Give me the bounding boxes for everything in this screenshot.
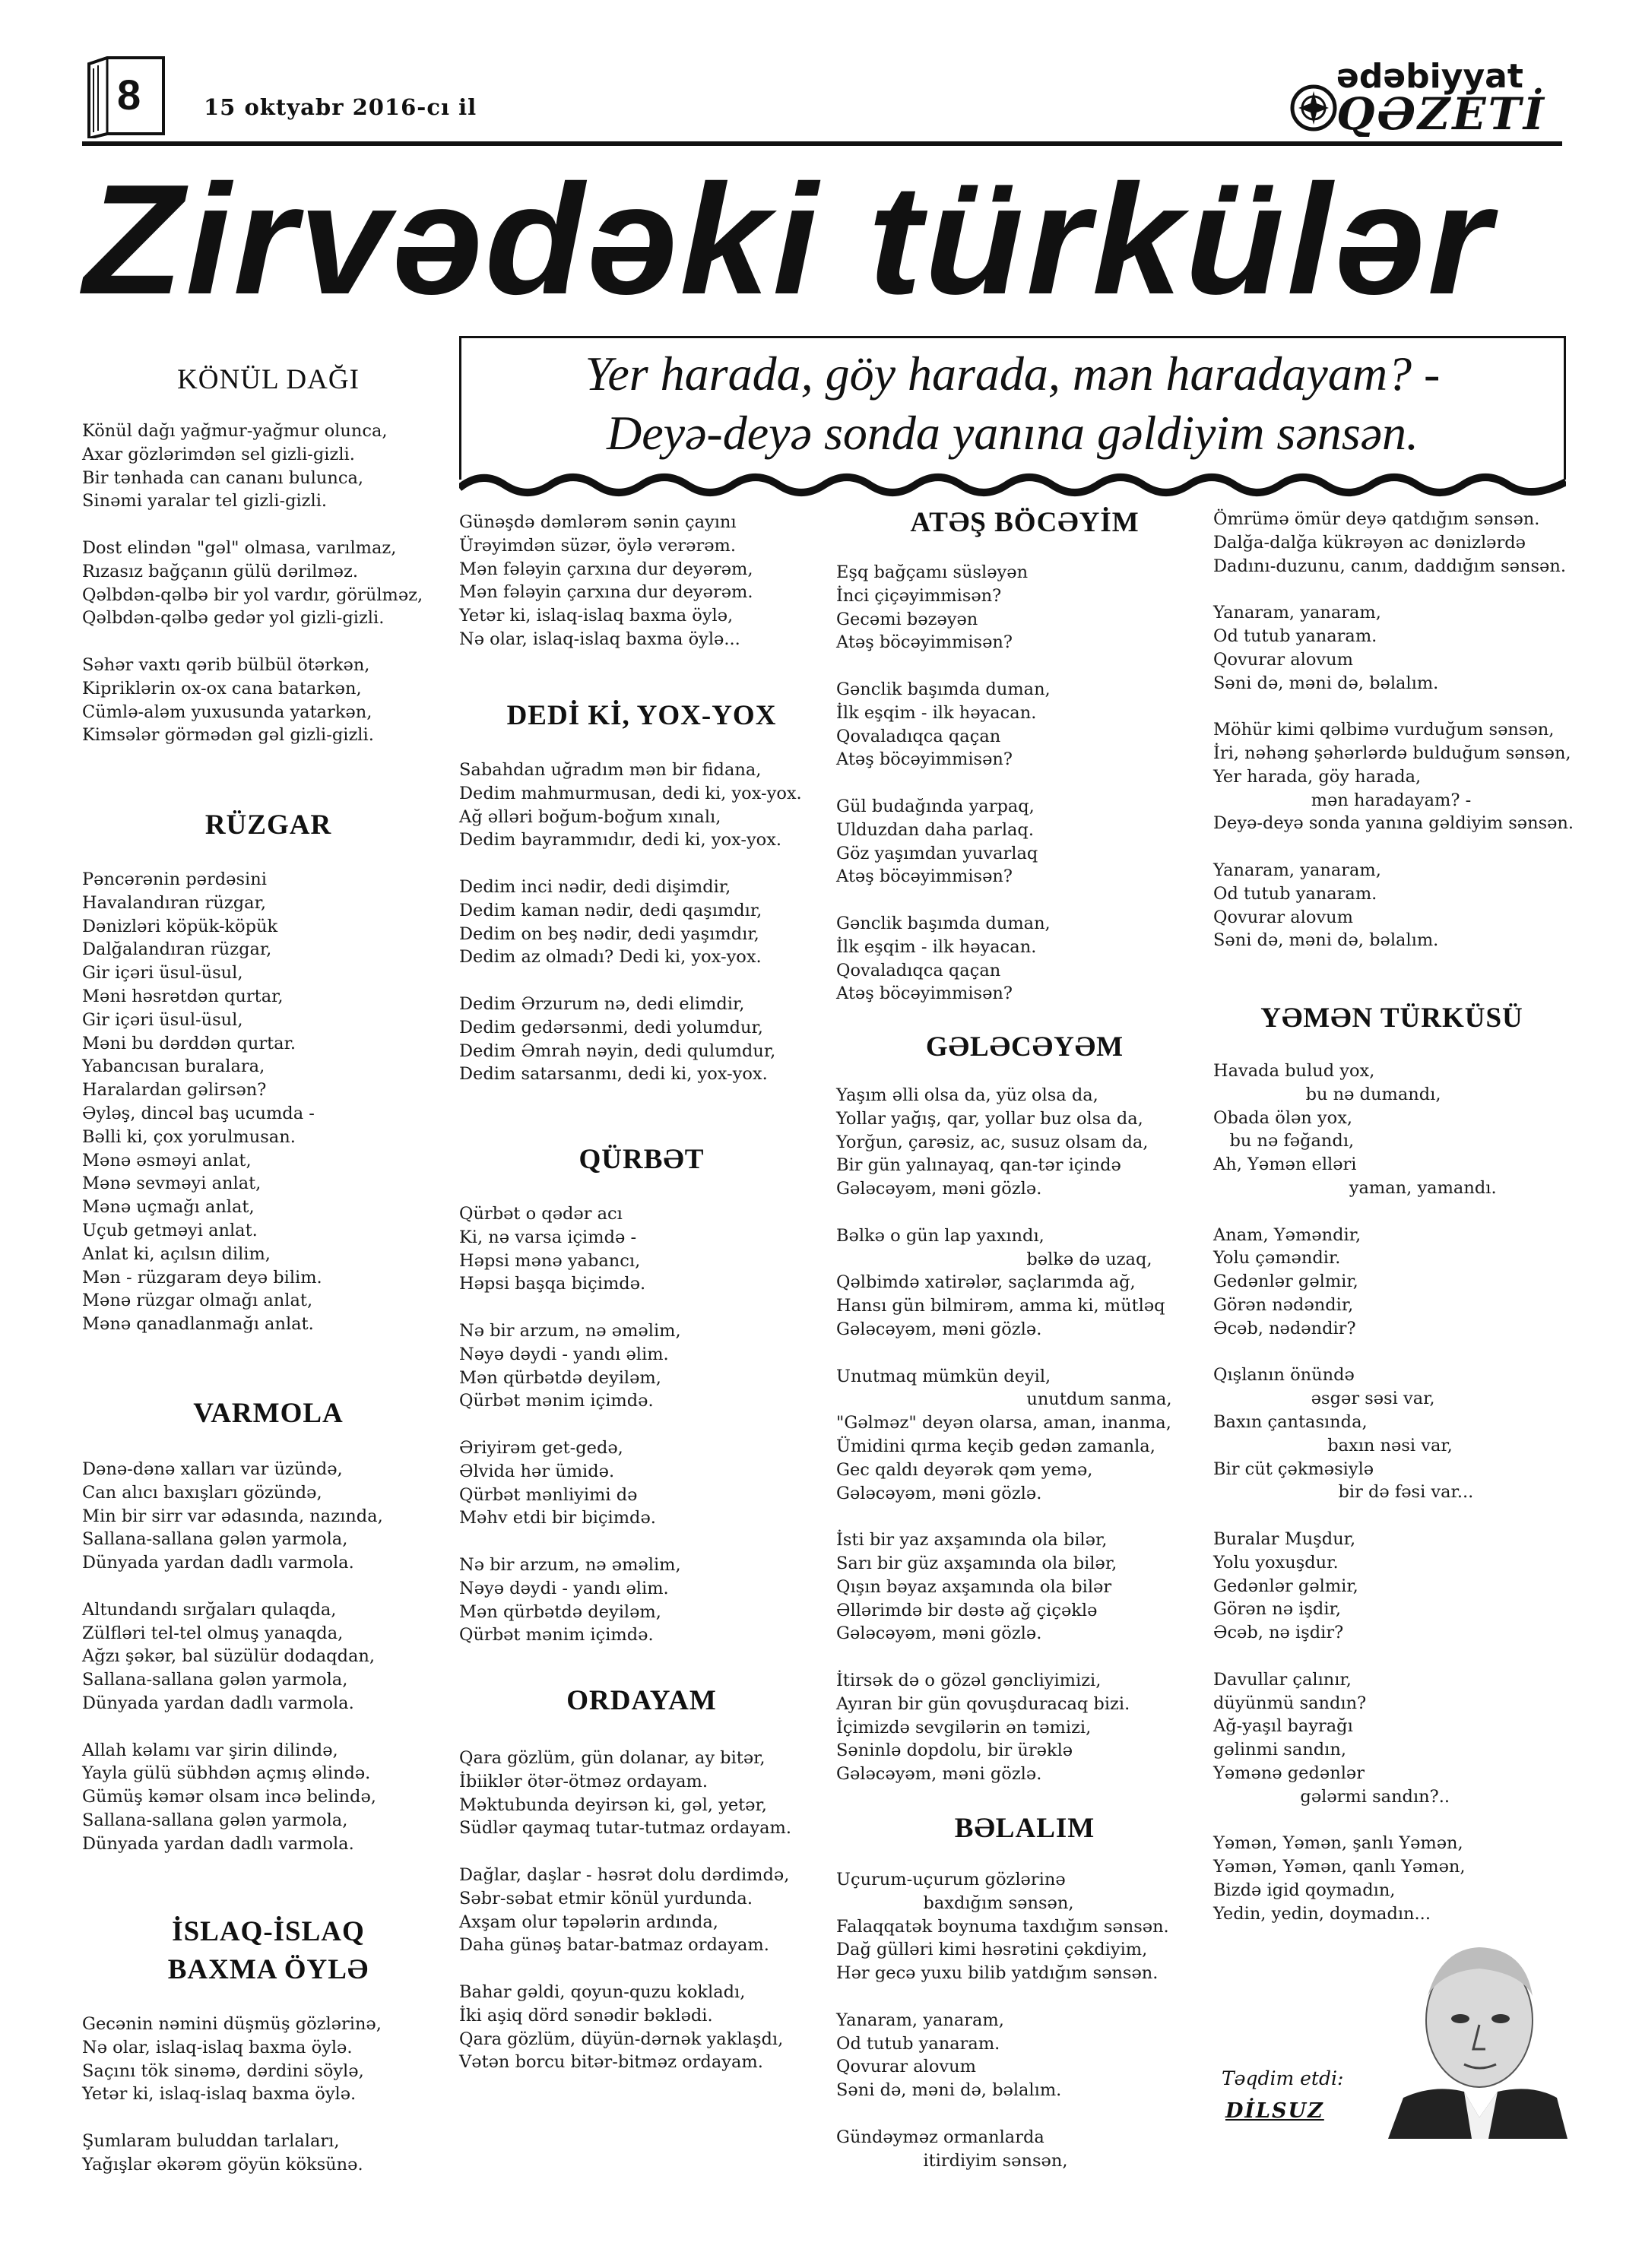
epigraph-wave-border — [459, 465, 1566, 497]
poem-title-ates-bocayim: ATƏŞ BÖCƏYİM — [910, 507, 1140, 538]
page-number: 8 — [117, 71, 141, 119]
poem-title-belalim: BƏLALIM — [954, 1813, 1095, 1844]
poem-islaq-continuation: Günəşdə dəmlərəm sənin çayını Ürəyimdən süzər, öylə verərəm. Mən fələyin çarxına dur deyərəm, Mən fələyin çarxına dur deyərəm. Yetər ki, islaq-islaq baxma öylə, Nə olar, islaq-islaq baxma öylə... — [459, 512, 753, 649]
author-portrait — [1388, 1935, 1568, 2139]
poem-title-konul-dagi: KÖNÜL DAĞI — [177, 364, 360, 395]
masthead-rule — [82, 141, 1562, 146]
poem-ruzgar: Pəncərənin pərdəsini Havalandıran rüzgar, Dənizləri köpük-köpük Dalğalandıran rüzgar, Gir içəri üsul-üsul, Məni həsrətdən qurtar, Gir içəri üsul-üsul, Məni bu dərddən qurtar. Yabancısan buralara, Haralardan gəlirsən? Əyləş, dincəl baş ucumda - Bəlli ki, çox yorulmusan. Mənə əsməyi anlat, Mənə sevməyi anlat, Mənə uçmağı anlat, Uçub getməyi anlat. Anlat ki, açılsın dilim, Mən - rüzgaram deyə bilim. Mənə rüzgar olmağı anlat, Mənə qanadlanmağı anlat. — [82, 870, 322, 1335]
poem-yemen: Havada bulud yox, bu nə dumandı, Obada ölən yox, bu nə fəğandı, Ah, Yəmən elləri yaman, yamandı. Anam, Yəməndir, Yolu çəməndir. Gedənlər gəlmir, Görən nədəndir, Əcəb, nədəndir? Qışlanın önündə əsgər səsi var, Baxın çantasında, baxın nəsi var, Bir cüt çəkməsiylə bir də fəsi var... Buralar Muşdur, Yolu yoxuşdur. Gedənlər gəlmir, Görən nə işdir, Əcəb, nə işdir? Davullar çalınır, düyünmü sandın? Ağ-yaşıl bayrağı gəlinmi sandın, Yəmənə gedənlər gələrmi sandın?.. Yəmən, Yəmən, şanlı Yəmən, Yəmən, Yəmən, qanlı Yəmən, Bizdə igid qoymadın, Yedin, yedin, doymadın... — [1213, 1061, 1497, 1924]
poem-varmola: Dənə-dənə xalları var üzündə, Can alıcı baxışları gözündə, Min bir sirr var ədasında, nazında, Sallana-sallana gələn yarmola, Dünyada yardan dadlı varmola. Altundandı sırğaları qulaqda, Zülfləri tel-tel olmuş yanaqda, Ağzı şəkər, bal süzülür dodaqdan, Sallana-sallana gələn yarmola, Dünyada yardan dadlı varmola. Allah kəlamı var şirin dilində, Yayla gülü sübhdən açmış əlində. Gümüş kəmər olsam incə belində, Sallana-sallana gələn yarmola, Dünyada yardan dadlı varmola. — [82, 1459, 383, 1854]
poem-ordayam: Qara gözlüm, gün dolanar, ay bitər, İbiiklər ötər-ötməz ordayam. Məktubunda deyirsən ki, gəl, yetər, Südlər qaymaq tutar-tutmaz ordayam. Dağlar, daşlar - həsrət dolu dərdimdə, Səbr-səbat etmir könül yurdunda. Axşam olur təpələrin ardında, Daha günəş batar-batmaz ordayam. Bahar gəldi, qoyun-quzu kokladı, İki aşiq dörd sənədir bəklədi. Qara gözlüm, düyün-dərnək yaklaşdı, Vətən borcu bitər-bitməz ordayam. — [459, 1748, 791, 2073]
poem-title-qurbet: QÜRBƏT — [579, 1144, 705, 1175]
poem-ates-bocayim: Eşq bağçamı süsləyən İnci çiçəyimmisən? Gecəmi bəzəyən Atəş böcəyimmisən? Gənclik başımda duman, İlk eşqim - ilk həyacan. Qovaladıqca qaçan Atəş böcəyimmisən? Gül budağında yarpaq, Ulduzdan daha parlaq. Göz yaşımdan yuvarlaq Atəş böcəyimmisən? Gənclik başımda duman, İlk eşqim - ilk həyacan. Qovaladıqca qaçan Atəş böcəyimmisən? — [836, 562, 1051, 1004]
logo-text-line1: ədəbiyyat — [1336, 57, 1523, 96]
epigraph-line-1: Yer harada, göy harada, mən haradayam? - — [585, 347, 1441, 401]
newspaper-logo — [1283, 53, 1564, 137]
poem-gelecem: Yaşım əlli olsa da, yüz olsa da, Yollar yağış, qar, yollar buz olsa da, Yorğun, çarəsiz, ac, susuz olsam da, Bir gün yalınayaq, qan-tər içində Gələcəyəm, məni gözlə. Bəlkə o gün lap yaxındı, bəlkə də uzaq, Qəlbimdə xatirələr, saçlarımda ağ, Hansı gün bilmirəm, amma ki, mütləq Gələcəyəm, məni gözlə. Unutmaq mümkün deyil, unutdum sanma, "Gəlməz" deyən olarsa, aman, inanma, Ümidini qırma keçib gedən zamanla, Gec qaldı deyərək qəm yemə, Gələcəyəm, məni gözlə. İsti bir yaz axşamında ola bilər, Sarı bir güz axşamında ola bilər, Qışın bəyaz axşamında ola bilər Əllərimdə bir dəstə ağ çiçəklə Gələcəyəm, məni gözlə. İtirsək də o gözəl gəncliyimizi, Ayıran bir gün qovuşduracaq bizi. İçimizdə sevgilərin ən təmizi, Səninlə dopdolu, bir ürəklə Gələcəyəm, məni gözlə. — [836, 1085, 1172, 1785]
poem-konul-dagi: Könül dağı yağmur-yağmur olunca, Axar gözlərimdən sel gizli-gizli. Bir tənhada can cananı bulunca, Sinəmi yaralar tel gizli-gizli. Dost elindən "gəl" olmasa, varılmaz, Rızasız bağçanın gülü dərilməz. Qəlbdən-qəlbə bir yol vardır, görülməz, Qəlbdən-qəlbə gedər yol gizli-gizli. Səhər vaxtı qərib bülbül ötərkən, Kipriklərin ox-ox cana batarkən, Cümlə-aləm yuxusunda yatarkən, Kimsələr görmədən gəl gizli-gizli. — [82, 421, 423, 746]
epigraph-box — [459, 336, 1566, 480]
credit-label: Təqdim etdi: — [1222, 2067, 1344, 2089]
poem-title-gelecem: GƏLƏCƏYƏM — [925, 1031, 1124, 1063]
logo-text-line2: QƏZETİ — [1336, 88, 1546, 137]
poem-title-islaq-line2: BAXMA ÖYLƏ — [167, 1954, 369, 1985]
poem-dedi-ki: Sabahdan uğradım mən bir fidana, Dedim mahmurmusan, dedi ki, yox-yox. Ağ əlləri boğum-boğum xınalı, Dedim bayrammıdır, dedi ki, yox-yox. Dedim inci nədir, dedi dişimdir, Dedim kaman nədir, dedi qaşımdır, Dedim on beş nədir, dedi yaşımdır, Dedim az olmadı? Dedi ki, yox-yox. Dedim Ərzurum nə, dedi elimdir, Dedim gedərsənmi, dedi yolumdur, Dedim Əmrah nəyin, dedi qulumdur, Dedim satarsanmı, dedi ki, yox-yox. — [459, 760, 802, 1085]
poem-qurbet: Qürbət o qədər acı Ki, nə varsa içimdə - Həpsi mənə yabancı, Həpsi başqa biçimdə. Nə bir arzum, nə əməlim, Nəyə dəydi - yandı əlim. Mən qürbətdə deyiləm, Qürbət mənim içimdə. Əriyirəm get-gedə, Əlvida hər ümidə. Qürbət mənliyimi də Məhv etdi bir biçimdə. Nə bir arzum, nə əməlim, Nəyə dəydi - yandı əlim. Mən qürbətdə deyiləm, Qürbət mənim içimdə. — [459, 1204, 681, 1646]
poem-belalim: Uçurum-uçurum gözlərinə baxdığım sənsən, Falaqqatək boynuma taxdığım sənsən. Dağ gülləri kimi həsrətini çəkdiyim, Hər gecə yuxu bilib yatdığım sənsən. Yanaram, yanaram, Od tutub yanaram. Qovurar alovum Səni də, məni də, bəlalım. Gündəyməz ormanlarda itirdiyim sənsən, — [836, 1870, 1169, 2171]
epigraph-line-2: Deyə-deyə sonda yanına gəldiyim sənsən. — [606, 406, 1419, 460]
issue-date: 15 oktyabr 2016-cı il — [204, 94, 477, 120]
poem-title-ruzgar: RÜZGAR — [204, 809, 332, 841]
credit-name: DİLSUZ — [1225, 2099, 1324, 2123]
poem-title-yemen: YƏMƏN TÜRKÜSÜ — [1260, 1003, 1523, 1034]
poem-title-islaq-line1: İSLAQ-İSLAQ — [172, 1916, 365, 1947]
poem-islaq: Gecənin nəmini düşmüş gözlərinə, Nə olar, islaq-islaq baxma öylə. Saçını tök sinəmə, dərdini söylə, Yetər ki, islaq-islaq baxma öylə. Şumlaram buluddan tarlaları, Yağışlar əkərəm göyün köksünə. — [82, 2014, 382, 2175]
page-title: Zirvədəki türkülər — [84, 152, 1494, 327]
poem-title-ordayam: ORDAYAM — [566, 1685, 717, 1716]
poem-belalim-continuation: Ömrümə ömür deyə qatdığım sənsən. Dalğa-dalğa kükrəyən ac dənizlərdə Dadını-duzunu, canım, daddığım sənsən. Yanaram, yanaram, Od tutub yanaram. Qovurar alovum Səni də, məni də, bəlalım. Möhür kimi qəlbimə vurduğum sənsən, İri, nəhəng şəhərlərdə bulduğum sənsən, Yer harada, göy harada, mən haradayam? - Deyə-deyə sonda yanına gəldiyim sənsən. Yanaram, yanaram, Od tutub yanaram. Qovurar alovum Səni də, məni də, bəlalım. — [1213, 509, 1574, 951]
poem-title-dedi-ki: DEDİ Kİ, YOX-YOX — [506, 700, 777, 731]
poem-title-varmola: VARMOLA — [193, 1398, 344, 1429]
